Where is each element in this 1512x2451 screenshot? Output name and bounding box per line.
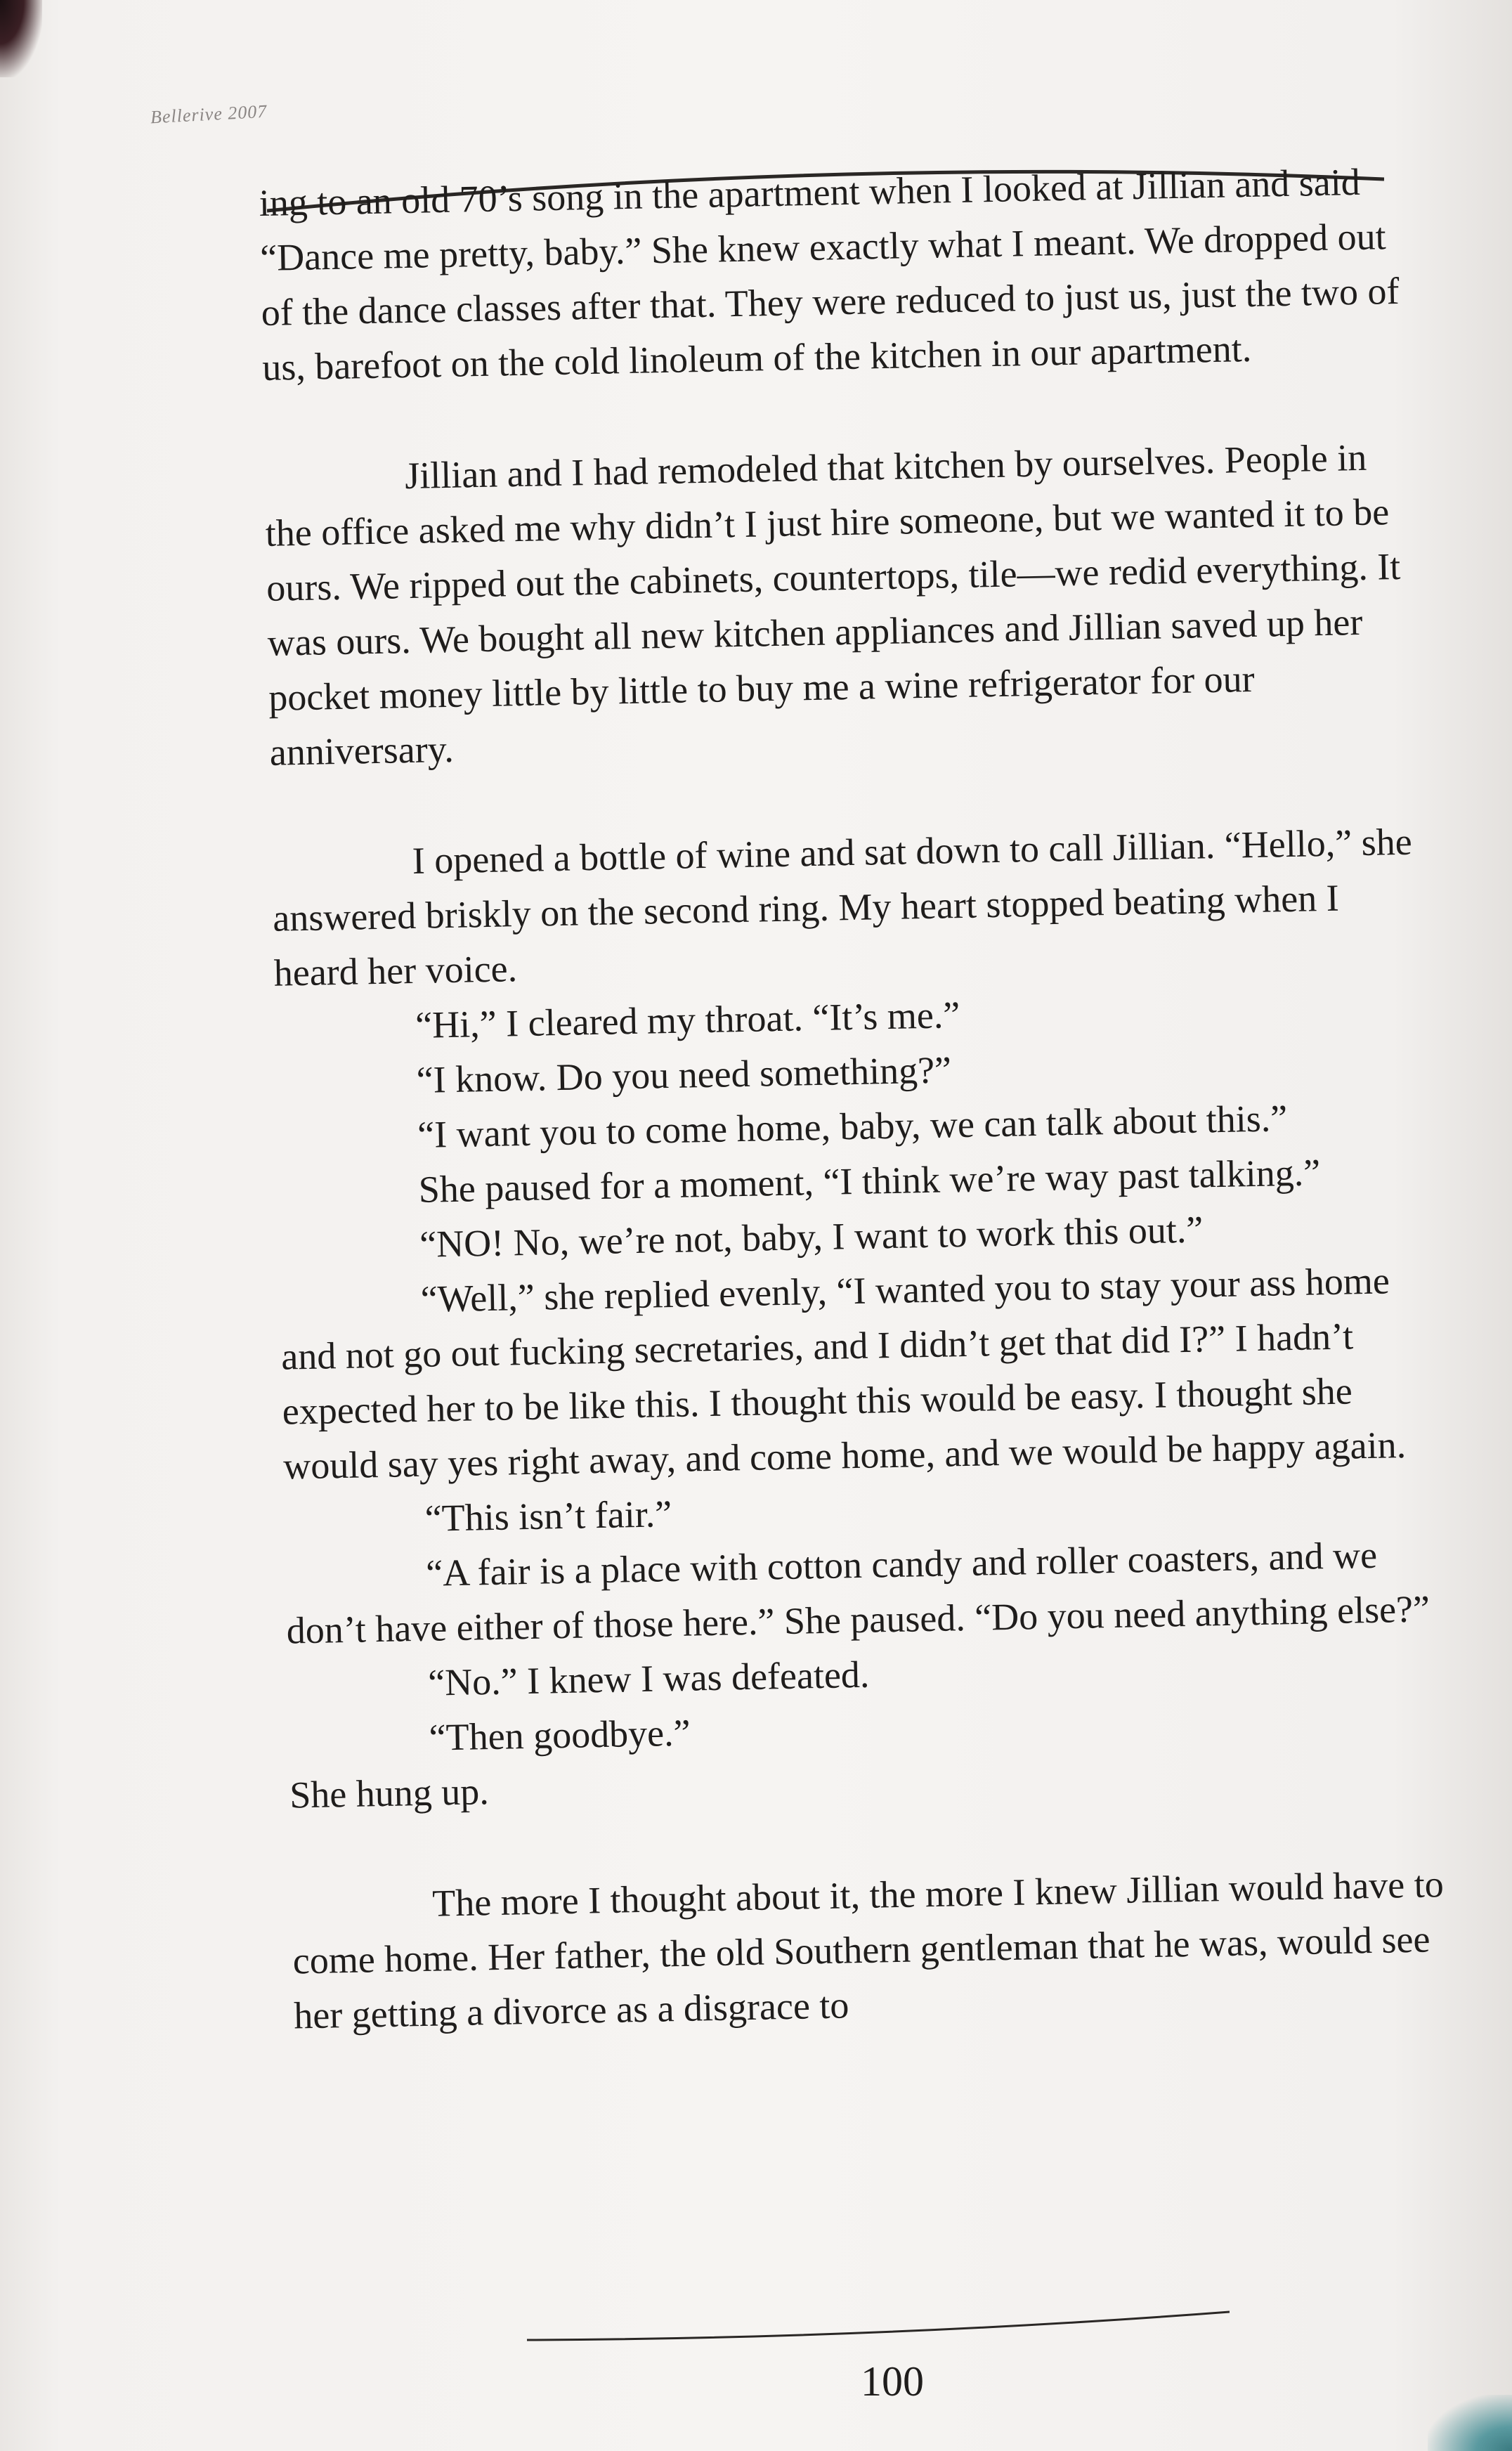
paragraph: Jillian and I had remodeled that kitchen by ourselves. People in the office asked me why didn’t I just hire someone, but we wanted it to be ours. We ripped out the cabinets, countertops, tile—we redid everything. It was ours. We bought all new kitchen appliances and Jillian saved up her pocket money little by little to buy me a wine refrigerator for our anniversary.	[265, 436, 1401, 774]
paragraph: The more I thought about it, the more I knew Jillian would have to come home. Her father, the old Southern gentleman that he was, would see her getting a divorce as a disgrace to	[292, 1863, 1445, 2037]
paragraph: I opened a bottle of wine and sat down to call Jillian. “Hello,” she answered briskly on the second ring. My heart stopped beating when I heard her voice.	[272, 820, 1413, 994]
dialogue-line: She paused for a moment, “I think we’re way past talking.”	[418, 1151, 1321, 1211]
body-text	[259, 154, 1447, 2043]
paragraph: She hung up.	[289, 1770, 490, 1816]
dialogue-line: “Hi,” I cleared my throat. “It’s me.”	[415, 994, 960, 1046]
page-corner-shadow-bottom	[1428, 2395, 1512, 2451]
dialogue-line: “NO! No, we’re not, baby, I want to work this out.”	[419, 1208, 1204, 1266]
paragraph: ing to an old 70’s song in the apartment when I looked at Jillian and said “Dance me pretty, baby.” She knew exactly what I meant. We dropped out of the dance classes after that. They were reduced to just us, just the two of us, barefoot on the cold linoleum of the kitchen in our apartment.	[259, 160, 1400, 389]
bottom-rule	[527, 2305, 1230, 2347]
dialogue-line: “A fair is a place with cotton candy and roller coasters, and we don’t have either of those here.” She paused. “Do you need anything else?”	[286, 1533, 1430, 1652]
dialogue-line: “Then goodbye.”	[429, 1711, 691, 1759]
dialogue-line: “I want you to come home, baby, we can talk about this.”	[417, 1097, 1288, 1156]
dialogue-line: “Well,” she replied evenly, “I wanted you to stay your ass home and not go out fucking secretaries, and I didn’t get that did I?” I hadn’t expected her to be like this. I thought this would be easy. I thought she would say yes right away, and come home, and we would be happy again.	[280, 1259, 1407, 1488]
dialogue-line: “I know. Do you need something?”	[416, 1048, 952, 1101]
page-corner-shadow	[0, 0, 42, 77]
page-number: 100	[861, 2358, 924, 2405]
dialogue-line: “No.” I knew I was defeated.	[427, 1653, 870, 1704]
dialogue-line: “This isn’t fair.”	[424, 1493, 672, 1540]
running-head: Bellerive 2007	[150, 100, 268, 128]
